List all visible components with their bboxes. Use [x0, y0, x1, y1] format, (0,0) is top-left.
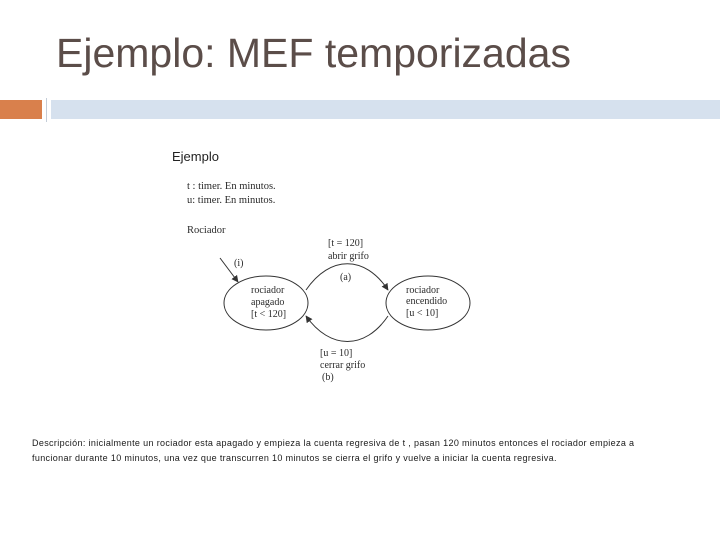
transition-b-tag: (b)	[322, 372, 334, 383]
transition-b-arrow	[306, 316, 388, 342]
title-bar-divider	[46, 98, 47, 122]
transition-a-tag: (a)	[340, 272, 352, 283]
state-on-line-1: rociador	[406, 285, 440, 296]
title-underline-bar	[51, 100, 720, 119]
state-off-line-2: apagado	[251, 297, 285, 308]
transition-a-action: abrir grifo	[328, 251, 369, 262]
accent-square	[0, 100, 42, 119]
state-diagram-canvas	[160, 140, 500, 395]
state-diagram	[160, 140, 500, 395]
description-text: Descripción: inicialmente un rociador esta apagado y empieza la cuenta regresiva de t , pasan 120 minutos entonces el rociador empieza a funcionar durante 10 minutos, una vez que transcurren 10 minutos se cierra el grifo y vuelve a iniciar la cuenta regresiva.	[32, 438, 635, 463]
transition-b-guard: [u = 10]	[320, 348, 353, 359]
transition-b-action: cerrar grifo	[320, 360, 366, 371]
state-on-line-3: [u < 10]	[406, 308, 439, 319]
initial-label: (i)	[234, 258, 244, 269]
transition-a-guard: [t = 120]	[328, 238, 364, 249]
state-off-line-3: [t < 120]	[251, 309, 287, 320]
definition-u: u: timer. En minutos.	[187, 195, 276, 206]
diagram-heading: Ejemplo	[172, 149, 219, 164]
machine-name: Rociador	[187, 225, 226, 236]
slide-title: Ejemplo: MEF temporizadas	[56, 30, 571, 76]
definition-t: t : timer. En minutos.	[187, 181, 276, 192]
state-off-line-1: rociador	[251, 285, 285, 296]
state-on-line-2: encendido	[406, 296, 448, 307]
